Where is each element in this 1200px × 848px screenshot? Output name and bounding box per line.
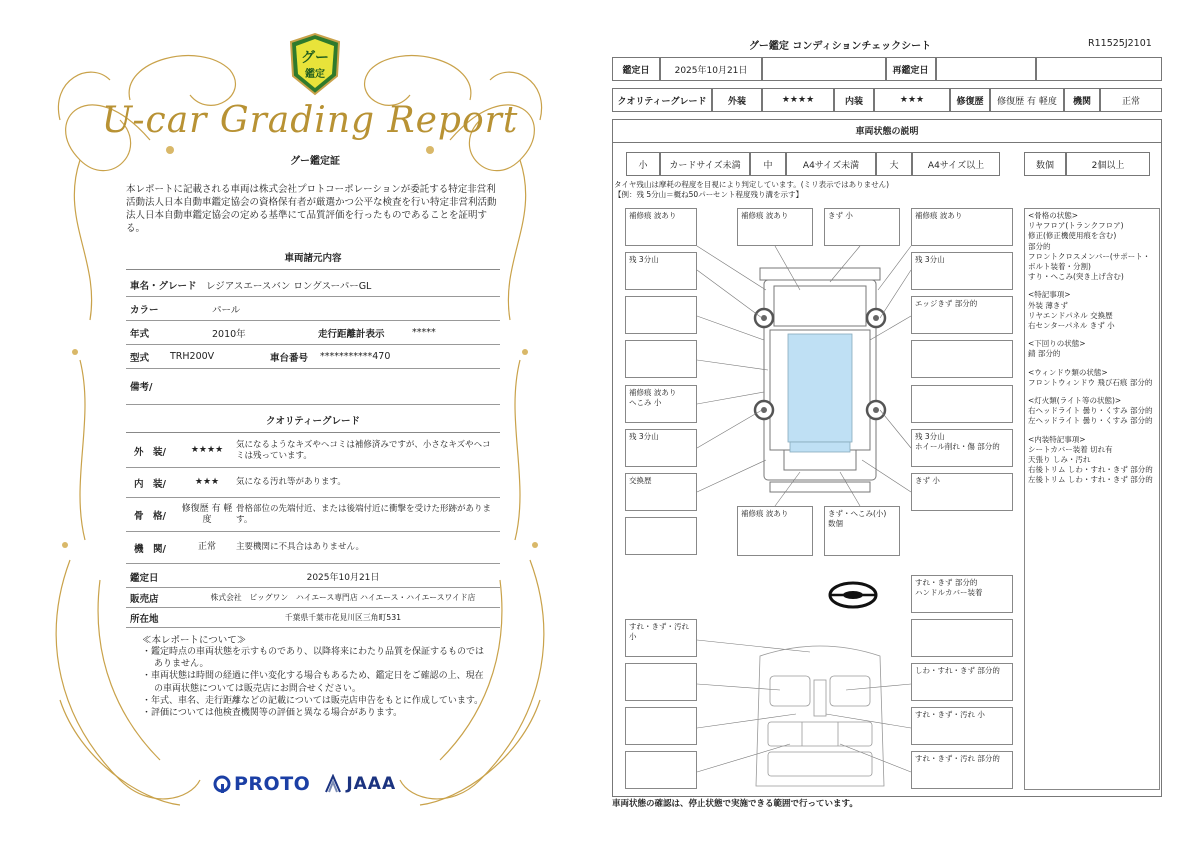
size-mid-value: A4サイズ未満 — [786, 152, 876, 176]
footer-note: 車両状態の確認は、停止状態で実施できる範囲で行っています。 — [612, 799, 858, 809]
car-exterior-diagram — [730, 250, 910, 500]
grade-exterior-label: 外 装/ — [134, 446, 166, 458]
legend-line: 左後トリム しわ・すれ・きず 部分的 — [1028, 475, 1153, 485]
legend-head: <骨格の状態> — [1028, 211, 1079, 220]
legend-head: <ウィンドウ類の状態> — [1028, 367, 1108, 377]
legend-head: <内装特記事項> — [1028, 434, 1086, 444]
row1-date-value: 2025年10月21日 — [660, 57, 762, 81]
grade-engine-desc: 主要機関に不具合はありません。 — [236, 542, 365, 552]
row1-redate-value — [936, 57, 1036, 81]
grade-interior-value: ★★★ — [194, 477, 220, 487]
grade-row-frame — [126, 498, 500, 532]
tire-note-2: 【例：残 5分山＝概ね50パーセント程度残り溝を示す】 — [614, 190, 804, 199]
size-count-value: 2個以上 — [1066, 152, 1150, 176]
int-box-l3 — [625, 707, 697, 745]
legend-line: フロントウィンドウ 飛び石痕 部分的 — [1028, 377, 1153, 387]
condition-check-sheet — [600, 0, 1200, 848]
spec-name-label: 車名・グレード — [130, 280, 197, 292]
legend-line: 部分的 — [1028, 241, 1051, 251]
grade-interior-desc: 気になる汚れ等があります。 — [236, 477, 346, 487]
row2-repair-label: 修復歴 — [950, 88, 990, 112]
spec-chassis-label: 車台番号 — [270, 352, 309, 364]
ext-box-r5 — [911, 385, 1013, 423]
size-large-value: A4サイズ以上 — [912, 152, 1000, 176]
legend-line: 右センターパネル きず 小 — [1028, 321, 1115, 331]
quality-section-title: クオリティーグレード — [126, 413, 500, 433]
grade-frame-value: 修復歴 有 軽度 — [181, 503, 233, 525]
legend-head: <特記事項> — [1028, 290, 1071, 300]
grade-interior-label: 内 装/ — [134, 478, 166, 490]
grade-row-engine — [126, 532, 500, 564]
info-date-value: 2025年10月21日 — [306, 573, 380, 583]
grade-frame-desc: 骨格部位の先端付近、または後端付近に衝撃を受けた形跡があります。 — [236, 503, 492, 525]
car-interior-diagram — [750, 636, 890, 796]
size-small-value: カードサイズ未満 — [660, 152, 750, 176]
info-dealer-label: 販売店 — [130, 593, 159, 605]
legend-line: リヤフロア(トランクフロア) — [1028, 221, 1124, 231]
grade-engine-label: 機 関/ — [134, 543, 166, 555]
ext-box-r3: エッジきず 部分的 — [911, 296, 1013, 334]
jaaa-logo — [324, 774, 396, 794]
info-dealer-value: 株式会社 ビッグワン ハイエース専門店 ハイエース・ハイエースワイド店 — [210, 593, 476, 602]
legend-head: <下回りの状態> — [1028, 339, 1086, 349]
row1-date-label: 鑑定日 — [612, 57, 660, 81]
rear-glass — [790, 442, 850, 452]
sheet-title: グー鑑定 コンディションチェックシート — [748, 41, 932, 52]
info-row-address — [126, 608, 500, 628]
info-row-date — [126, 566, 500, 588]
legend-line: フロントクロスメンバー(サポート・ボルト装着・分割) — [1028, 251, 1151, 272]
notes-list — [142, 646, 492, 719]
legend-line: 右後トリム しわ・すれ・きず 部分的 — [1028, 465, 1153, 475]
legend-line: 右ヘッドライト 曇り・くすみ 部分的 — [1028, 406, 1153, 416]
spec-mileage-label: 走行距離計表示 — [318, 328, 385, 340]
legend-line: 修正(修正機使用痕を含む) — [1028, 231, 1117, 241]
note-item: ・鑑定時点の車両状態を示すものであり、以降将来にわたり品質を保証するものではありません。 — [142, 647, 485, 670]
goo-kantei-badge — [287, 32, 343, 96]
ext-box-r2: 残 3分山 — [911, 252, 1013, 290]
grade-exterior-desc: 気になるようなキズやヘコミは補修済みですが、小さなキズやヘコミは残っています。 — [236, 439, 491, 461]
glass-roof — [788, 334, 852, 442]
note-item: ・車両状態は時間の経過に伴い変化する場合もあるため、鑑定日をご確認の上、現在の車両状態については販売店にお問合せください。 — [142, 671, 484, 694]
steering-wheel-icon — [827, 580, 879, 610]
tire-note-1: タイヤ残山は摩耗の程度を目視により判定しています。(ミリ表示ではありません) — [614, 180, 890, 189]
cert-text: 本レポートに記載される車両は株式会社プロトコーポレーションが委託する特定非営利活動法人日本自動車鑑定協会の資格保有者が厳選かつ公平な検査を行い特定非営利活動法人日本自動車鑑定協会の定める基準にて品質評価を行ったものであることを証明する。 — [126, 184, 497, 234]
grade-engine-value: 正常 — [197, 542, 216, 552]
jaaa-logo-text: JAAA — [346, 774, 397, 794]
spec-row-color — [126, 297, 500, 321]
jaaa-mark-icon — [324, 774, 342, 794]
condition-legend — [1024, 208, 1160, 790]
grade-row-interior — [126, 468, 500, 498]
grade-row-exterior — [126, 434, 500, 468]
badge-text-top: グー — [301, 50, 329, 66]
row2-engine-label: 機関 — [1064, 88, 1100, 112]
info-row-dealer — [126, 588, 500, 608]
int-box-l4 — [625, 751, 697, 789]
spec-name-value: レジアスエースバン ロングスーパーGL — [206, 280, 372, 292]
report-title: U-car Grading Report — [101, 100, 519, 141]
row2-int-label: 内装 — [834, 88, 874, 112]
spec-section-title: 車両諸元内容 — [126, 250, 500, 270]
spec-model-label: 型式 — [130, 352, 150, 364]
int-box-r1 — [911, 619, 1013, 657]
sheet-code: R11525J2101 — [1088, 38, 1152, 49]
note-item: ・年式、車名、走行距離などの記載については販売店申告をもとに作成しています。 — [142, 695, 484, 706]
int-box-r4: すれ・きず・汚れ 部分的 — [911, 751, 1013, 789]
int-box-wheel: すれ・きず 部分的 ハンドルカバー装着 — [911, 575, 1013, 613]
legend-line: リヤエンドパネル 交換歴 — [1028, 310, 1113, 320]
legend-special-group — [1028, 290, 1156, 331]
ext-box-l2: 残 3分山 — [625, 252, 697, 290]
legend-line: すり・へこみ(突き上げ含む) — [1028, 272, 1124, 282]
row1-blank-1 — [762, 57, 886, 81]
ext-box-l8 — [625, 517, 697, 555]
ext-box-t1: 補修痕 波あり — [737, 208, 813, 246]
legend-frame-group — [1028, 211, 1156, 282]
legend-interior-group — [1028, 435, 1156, 486]
proto-logo-text: PROTO — [234, 773, 311, 795]
legend-head: <灯火類(ライト等の状態)> — [1028, 396, 1122, 406]
legend-line: 天張り しみ・汚れ — [1028, 455, 1091, 465]
spec-row-name — [126, 273, 500, 297]
ext-box-l1: 補修痕 波あり — [625, 208, 697, 246]
size-small-label: 小 — [626, 152, 660, 176]
info-address-value: 千葉県千葉市花見川区三角町531 — [284, 613, 402, 622]
spec-chassis-value: ***********470 — [320, 351, 391, 362]
ext-box-l3 — [625, 296, 697, 334]
spec-row-model — [126, 345, 500, 369]
ext-box-r4 — [911, 340, 1013, 378]
proto-mark-icon — [213, 775, 231, 793]
int-box-r3: すれ・きず・汚れ 小 — [911, 707, 1013, 745]
int-box-l1: すれ・きず・汚れ 小 — [625, 619, 697, 657]
info-address-label: 所在地 — [130, 613, 159, 625]
legend-line: 左ヘッドライト 曇り・くすみ 部分的 — [1028, 416, 1153, 426]
legend-line: シートカバー装着 切れ有 — [1028, 444, 1113, 454]
spec-remarks-label: 備考/ — [130, 382, 153, 393]
ext-box-r7: 残 3分山 ホイール削れ・傷 部分的 — [911, 429, 1013, 467]
badge-text-bottom: 鑑定 — [305, 69, 325, 80]
ext-box-l7: 交換歴 — [625, 473, 697, 511]
row2-ext-label: 外装 — [712, 88, 762, 112]
spec-year-label: 年式 — [130, 328, 150, 340]
note-item: ・評価については他検査機関等の評価と異なる場合があります。 — [142, 708, 403, 719]
ext-box-r1: 補修痕 波あり — [911, 208, 1013, 246]
ext-box-b1: 補修痕 波あり — [737, 506, 813, 556]
int-box-l2 — [625, 663, 697, 701]
legend-line: 外装 薄きず — [1028, 300, 1068, 310]
spec-row-year — [126, 321, 500, 345]
proto-logo — [213, 773, 310, 795]
ext-box-r8: きず 小 — [911, 473, 1013, 511]
legend-underbody-group — [1028, 339, 1156, 359]
notes-title: ≪本レポートについて≫ — [142, 635, 247, 646]
spec-mileage-value: ***** — [412, 327, 436, 338]
size-mid-label: 中 — [750, 152, 786, 176]
ext-box-l5: 補修痕 波あり へこみ 小 — [625, 385, 697, 423]
row2-int-value: ★★★ — [874, 88, 950, 112]
spec-model-value: TRH200V — [170, 351, 215, 362]
row1-blank-3 — [1036, 57, 1162, 81]
legend-window-group — [1028, 368, 1156, 388]
spec-row-remarks — [126, 369, 500, 405]
row2-engine-value: 正常 — [1100, 88, 1162, 112]
info-date-label: 鑑定日 — [130, 572, 159, 584]
ext-box-b2: きず・へこみ(小) 数個 — [824, 506, 900, 556]
ext-box-l6: 残 3分山 — [625, 429, 697, 467]
legend-lights-group — [1028, 396, 1156, 427]
row2-quality-label: クオリティーグレード — [612, 88, 712, 112]
ext-box-t2: きず 小 — [824, 208, 900, 246]
grade-frame-label: 骨 格/ — [134, 510, 166, 522]
row1-redate-label: 再鑑定日 — [886, 57, 936, 81]
row2-ext-value: ★★★★ — [762, 88, 834, 112]
state-title: 車両状態の説明 — [612, 119, 1162, 143]
logo-area — [213, 770, 413, 798]
spec-color-value: パール — [212, 304, 241, 316]
row2-repair-value: 修復歴 有 軽度 — [990, 88, 1064, 112]
cert-title: グー鑑定証 — [290, 156, 340, 167]
grade-exterior-value: ★★★★ — [190, 445, 224, 455]
spec-year-value: 2010年 — [212, 328, 246, 340]
ext-box-l4 — [625, 340, 697, 378]
size-large-label: 大 — [876, 152, 912, 176]
legend-line: 錆 部分的 — [1028, 349, 1061, 359]
size-count-label: 数個 — [1024, 152, 1066, 176]
int-box-r2: しわ・すれ・きず 部分的 — [911, 663, 1013, 701]
spec-color-label: カラー — [130, 304, 159, 316]
